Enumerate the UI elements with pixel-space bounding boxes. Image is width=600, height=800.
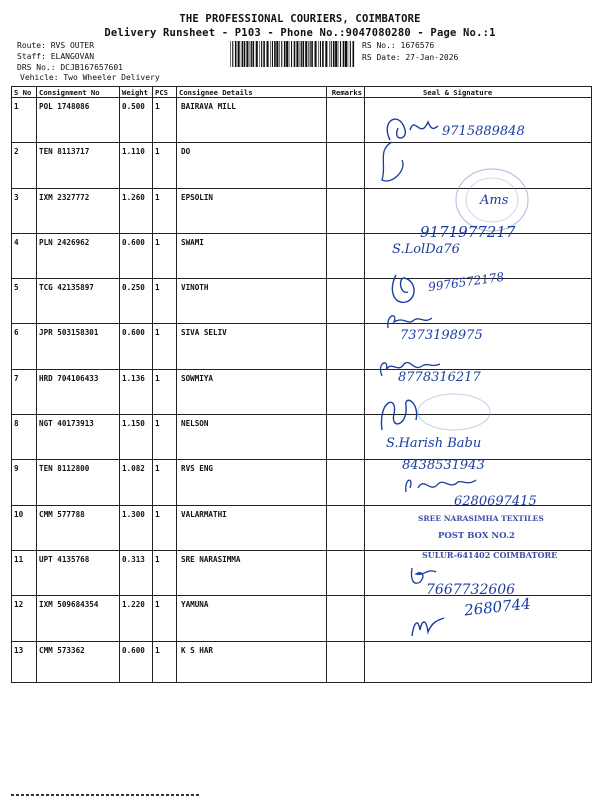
cell-remarks <box>327 188 365 233</box>
barcode-bar <box>300 41 301 67</box>
cell-pcs: 1 <box>153 415 177 460</box>
cell-weight: 1.150 <box>120 415 153 460</box>
barcode-bar <box>235 41 237 67</box>
barcode-bar <box>308 41 309 67</box>
cell-pcs: 1 <box>153 596 177 641</box>
barcode-bar <box>303 41 305 67</box>
cell-pcs: 1 <box>153 188 177 233</box>
cell-signature <box>365 279 592 324</box>
cell-signature <box>365 324 592 369</box>
barcode-bar <box>333 41 335 67</box>
barcode-bar <box>301 41 302 67</box>
table-row <box>12 233 592 278</box>
cell-weight: 1.220 <box>120 596 153 641</box>
cell-consignment: CMM 573362 <box>37 641 120 682</box>
col-signature: Seal & Signature <box>365 87 592 98</box>
barcode-bar <box>353 41 355 67</box>
barcode-bar <box>230 41 231 67</box>
vehicle-info: Vehicle: Two Wheeler Delivery <box>20 73 160 82</box>
stamp-line-2: POST BOX NO.2 <box>438 531 515 541</box>
barcode-bar <box>274 41 276 67</box>
cell-consignment: CMM 577788 <box>37 505 120 550</box>
company-title: THE PROFESSIONAL COURIERS, COIMBATORE <box>179 13 421 25</box>
barcode-bar <box>272 41 273 67</box>
barcode-bar <box>291 41 292 67</box>
barcode-bar <box>267 41 269 67</box>
barcode-bar <box>322 41 324 67</box>
barcode-bar <box>250 41 251 67</box>
table-row <box>12 505 592 550</box>
cell-remarks <box>327 641 365 682</box>
barcode-bar <box>232 41 233 67</box>
cell-pcs: 1 <box>153 641 177 682</box>
cell-weight: 1.082 <box>120 460 153 505</box>
cell-signature <box>365 460 592 505</box>
cell-remarks <box>327 505 365 550</box>
cell-consignee: EPSOLIN <box>177 188 327 233</box>
cell-weight: 0.250 <box>120 279 153 324</box>
barcode-icon <box>230 41 356 67</box>
cell-weight: 1.300 <box>120 505 153 550</box>
barcode-bar <box>350 41 351 67</box>
cell-consignee: DO <box>177 143 327 188</box>
cell-sno: 2 <box>12 143 37 188</box>
cell-sno: 12 <box>12 596 37 641</box>
cell-pcs: 1 <box>153 98 177 143</box>
barcode-bar <box>279 41 280 67</box>
runsheet-subtitle: Delivery Runsheet - P103 - Phone No.:9047080280 - Page No.:1 <box>104 27 496 39</box>
handwritten-phone-4: 9171977217 <box>420 223 516 241</box>
cell-consignee: K S HAR <box>177 641 327 682</box>
barcode-bar <box>270 41 271 67</box>
cell-consignee: VINOTH <box>177 279 327 324</box>
drs-number: DRS No.: DCJB167657601 <box>17 63 123 72</box>
cell-consignment: PLN 2426962 <box>37 233 120 278</box>
cell-signature <box>365 641 592 682</box>
cell-sno: 8 <box>12 415 37 460</box>
table-row <box>12 143 592 188</box>
barcode-bar <box>296 41 298 67</box>
barcode-bar <box>318 41 319 67</box>
cell-consignment: POL 1748086 <box>37 98 120 143</box>
cell-sno: 1 <box>12 98 37 143</box>
cell-sno: 4 <box>12 233 37 278</box>
cell-weight: 1.110 <box>120 143 153 188</box>
cell-sno: 7 <box>12 369 37 414</box>
table-row <box>12 324 592 369</box>
barcode-bar <box>238 41 240 67</box>
barcode-bar <box>276 41 278 67</box>
cell-sno: 3 <box>12 188 37 233</box>
cell-consignee: SIVA SELIV <box>177 324 327 369</box>
cell-signature <box>365 98 592 143</box>
cell-pcs: 1 <box>153 550 177 595</box>
cell-consignment: TEN 8113717 <box>37 143 120 188</box>
barcode-bar <box>261 41 262 67</box>
table-row <box>12 188 592 233</box>
cell-consignee: VALARMATHI <box>177 505 327 550</box>
barcode-bar <box>263 41 265 67</box>
barcode-bar <box>289 41 290 67</box>
cell-consignment: TCG 42135897 <box>37 279 120 324</box>
cell-consignee: SWAMI <box>177 233 327 278</box>
handwritten-phone-9: 8438531943 <box>402 458 485 473</box>
cell-consignment: NGT 40173913 <box>37 415 120 460</box>
cell-remarks <box>327 550 365 595</box>
cell-sno: 10 <box>12 505 37 550</box>
runsheet-table <box>11 86 592 683</box>
cell-sno: 9 <box>12 460 37 505</box>
cell-pcs: 1 <box>153 369 177 414</box>
cell-sno: 6 <box>12 324 37 369</box>
cell-remarks <box>327 369 365 414</box>
table-header-row <box>12 87 592 98</box>
cell-signature <box>365 505 592 550</box>
cell-sno: 11 <box>12 550 37 595</box>
cell-remarks <box>327 98 365 143</box>
barcode-bar <box>338 41 339 67</box>
barcode-bar <box>320 41 321 67</box>
barcode-bar <box>284 41 286 67</box>
cell-consignee: RVS ENG <box>177 460 327 505</box>
cell-sno: 13 <box>12 641 37 682</box>
handwritten-phone-7: 8778316217 <box>398 370 481 385</box>
stamp-line-3: SULUR-641402 COIMBATORE <box>422 550 558 560</box>
barcode-bar <box>329 41 330 67</box>
cell-consignment: TEN 8112800 <box>37 460 120 505</box>
cell-pcs: 1 <box>153 324 177 369</box>
handwritten-initials-3: Ams <box>480 193 509 208</box>
cell-signature <box>365 143 592 188</box>
staff-info: Staff: ELANGOVAN <box>17 52 95 61</box>
table-row <box>12 369 592 414</box>
barcode-bar <box>251 41 252 67</box>
bottom-divider <box>11 794 201 796</box>
table-row <box>12 279 592 324</box>
cell-weight: 1.136 <box>120 369 153 414</box>
cell-pcs: 1 <box>153 143 177 188</box>
cell-consignment: HRD 704106433 <box>37 369 120 414</box>
stamp-line-1: SREE NARASIMHA TEXTILES <box>418 514 544 523</box>
handwritten-name-4: S.LolDa76 <box>392 242 460 257</box>
cell-weight: 0.600 <box>120 641 153 682</box>
handwritten-phone-5: 9976572178 <box>427 269 505 295</box>
col-pcs: PCS <box>153 87 177 98</box>
cell-signature <box>365 369 592 414</box>
cell-sno: 5 <box>12 279 37 324</box>
barcode-bar <box>256 41 258 67</box>
cell-weight: 0.313 <box>120 550 153 595</box>
barcode-bar <box>348 41 349 67</box>
cell-consignee: SRE NARASIMMA <box>177 550 327 595</box>
cell-signature <box>365 188 592 233</box>
cell-signature <box>365 550 592 595</box>
cell-consignee: YAMUNA <box>177 596 327 641</box>
handwritten-phone-12: 7667732606 <box>426 582 516 598</box>
cell-consignment: IXM 509684354 <box>37 596 120 641</box>
table-row <box>12 641 592 682</box>
barcode-bar <box>242 41 243 67</box>
barcode-bar <box>305 41 307 67</box>
barcode-bar <box>340 41 341 67</box>
cell-signature <box>365 233 592 278</box>
barcode-bar <box>253 41 255 67</box>
cell-remarks <box>327 460 365 505</box>
col-weight: Weight <box>120 87 153 98</box>
cell-remarks <box>327 279 365 324</box>
barcode-bar <box>246 41 248 67</box>
cell-signature <box>365 596 592 641</box>
col-consignment: Consignment No <box>37 87 120 98</box>
cell-signature <box>365 415 592 460</box>
handwritten-phone-10: 6280697415 <box>454 494 537 509</box>
col-sno: S No <box>12 87 37 98</box>
cell-pcs: 1 <box>153 460 177 505</box>
cell-pcs: 1 <box>153 233 177 278</box>
cell-remarks <box>327 415 365 460</box>
cell-remarks <box>327 143 365 188</box>
rs-date: RS Date: 27-Jan-2026 <box>362 53 459 62</box>
handwritten-name-9: S.Harish Babu <box>386 436 482 451</box>
cell-weight: 0.600 <box>120 324 153 369</box>
cell-consignee: BAIRAVA MILL <box>177 98 327 143</box>
cell-consignment: JPR 503158301 <box>37 324 120 369</box>
barcode-bar <box>281 41 282 67</box>
cell-consignee: NELSON <box>177 415 327 460</box>
route-info: Route: RVS OUTER <box>17 41 95 50</box>
barcode-bar <box>259 41 260 67</box>
barcode-bar <box>286 41 288 67</box>
cell-weight: 0.500 <box>120 98 153 143</box>
table-row <box>12 460 592 505</box>
barcode-bar <box>343 41 345 67</box>
rs-number: RS No.: 1676576 <box>362 41 435 50</box>
handwritten-phone-13: 2680744 <box>463 594 532 620</box>
barcode-bar <box>244 41 246 67</box>
cell-consignment: UPT 4135768 <box>37 550 120 595</box>
barcode-bar <box>335 41 337 67</box>
cell-weight: 0.600 <box>120 233 153 278</box>
cell-weight: 1.260 <box>120 188 153 233</box>
table-row <box>12 550 592 595</box>
col-remarks: Remarks <box>327 87 365 98</box>
barcode-bar <box>345 41 347 67</box>
cell-remarks <box>327 596 365 641</box>
barcode-bar <box>325 41 327 67</box>
barcode-bar <box>241 41 242 67</box>
cell-remarks <box>327 233 365 278</box>
barcode-bar <box>315 41 317 67</box>
cell-pcs: 1 <box>153 505 177 550</box>
table-row <box>12 415 592 460</box>
cell-consignment: IXM 2327772 <box>37 188 120 233</box>
col-consignee: Consignee Details <box>177 87 327 98</box>
table-row <box>12 98 592 143</box>
cell-remarks <box>327 324 365 369</box>
barcode-bar <box>331 41 332 67</box>
barcode-bar <box>311 41 313 67</box>
handwritten-phone-1: 9715889848 <box>442 124 525 139</box>
table-row <box>12 596 592 641</box>
handwritten-phone-6: 7373198975 <box>400 328 483 343</box>
cell-consignee: SOWMIYA <box>177 369 327 414</box>
cell-pcs: 1 <box>153 279 177 324</box>
barcode-bar <box>294 41 296 67</box>
barcode-bar <box>310 41 311 67</box>
